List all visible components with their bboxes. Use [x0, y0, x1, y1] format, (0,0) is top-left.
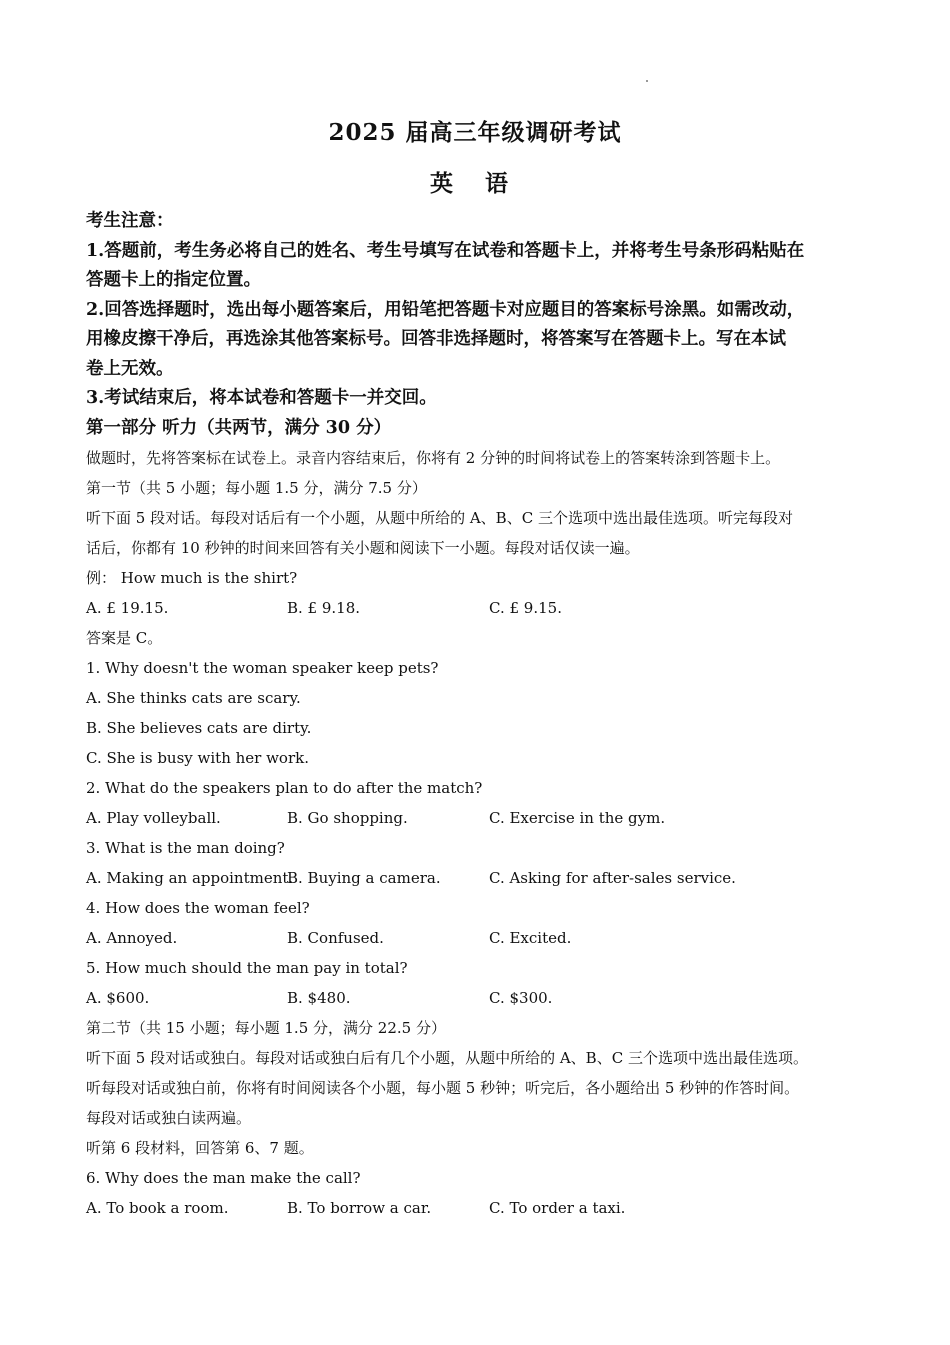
part-1-heading: 第一部分 听力（共两节，满分 30 分） — [86, 417, 392, 438]
example-options — [86, 593, 876, 623]
exam-subject: 英 语 — [429, 170, 520, 197]
question-6-option-c: C. To order a taxi. — [489, 1199, 626, 1217]
notice-item-2-line-2: 用橡皮擦干净后，再选涂其他答案标号。回答非选择题时，将答案写在答题卡上。写在本试 — [86, 329, 786, 349]
section-1-heading: 第一节（共 5 小题；每小题 1.5 分，满分 7.5 分） — [86, 479, 427, 497]
notice-item-3: 3.考试结束后，将本试卷和答题卡一并交回。 — [86, 388, 437, 408]
example-answer: 答案是 C。 — [86, 629, 163, 647]
section-2-instructions-line-1: 听下面 5 段对话或独白。每段对话或独白后有几个小题，从题中所给的 A、B、C 三个选项中选出最佳选项。 — [86, 1049, 808, 1067]
example-option-b: B. £ 9.18. — [287, 599, 361, 617]
question-1-option-c: C. She is busy with her work. — [86, 749, 309, 767]
question-5-option-b: B. $480. — [287, 989, 351, 1007]
section-2-instructions-line-2: 听每段对话或独白前，你将有时间阅读各个小题，每小题 5 秒钟；听完后，各小题给出 5 秒钟的作答时间。 — [86, 1079, 800, 1097]
question-2: 2. What do the speakers plan to do after the match? — [86, 779, 483, 797]
question-1-option-b: B. She believes cats are dirty. — [86, 719, 312, 737]
example-option-c: C. £ 9.15. — [489, 599, 562, 617]
question-5: 5. How much should the man pay in total? — [86, 959, 408, 977]
example-question: 例： How much is the shirt? — [86, 569, 298, 587]
question-4-option-b: B. Confused. — [287, 929, 384, 947]
question-2-option-a: A. Play volleyball. — [86, 809, 221, 827]
notice-heading: 考生注意： — [86, 211, 174, 231]
question-4-option-c: C. Excited. — [489, 929, 572, 947]
part-1-intro: 做题时，先将答案标在试卷上。录音内容结束后，你将有 2 分钟的时间将试卷上的答案转涂到答题卡上。 — [86, 449, 781, 467]
question-4-options — [86, 923, 876, 953]
question-5-option-c: C. $300. — [489, 989, 553, 1007]
question-3: 3. What is the man doing? — [86, 839, 285, 857]
scan-dot — [646, 80, 648, 82]
section-1-instructions-line-2: 话后，你都有 10 秒钟的时间来回答有关小题和阅读下一小题。每段对话仅读一遍。 — [86, 539, 640, 557]
notice-item-2-line-1: 2.回答选择题时，选出每小题答案后，用铅笔把答题卡对应题目的答案标号涂黑。如需改动， — [86, 299, 805, 320]
notice-item-1-line-2: 答题卡上的指定位置。 — [86, 270, 261, 290]
question-2-option-b: B. Go shopping. — [287, 809, 408, 827]
material-6-note: 听第 6 段材料，回答第 6、7 题。 — [86, 1139, 314, 1157]
question-4: 4. How does the woman feel? — [86, 899, 310, 917]
question-5-option-a: A. $600. — [86, 989, 150, 1007]
question-4-option-a: A. Annoyed. — [86, 929, 178, 947]
section-2-instructions-line-3: 每段对话或独白读两遍。 — [86, 1109, 252, 1127]
section-2-heading: 第二节（共 15 小题；每小题 1.5 分，满分 22.5 分） — [86, 1019, 446, 1037]
question-1: 1. Why doesn't the woman speaker keep pets? — [86, 659, 439, 677]
exam-content — [86, 207, 876, 1223]
question-2-options — [86, 803, 876, 833]
question-3-option-c: C. Asking for after-sales service. — [489, 869, 736, 887]
question-2-option-c: C. Exercise in the gym. — [489, 809, 666, 827]
notice-item-2-line-3: 卷上无效。 — [86, 358, 174, 379]
question-6-options — [86, 1193, 876, 1223]
example-option-a: A. £ 19.15. — [86, 599, 169, 617]
exam-title: 2025 届高三年级调研考试 — [328, 119, 622, 146]
question-3-options — [86, 863, 876, 893]
section-1-instructions-line-1: 听下面 5 段对话。每段对话后有一个小题，从题中所给的 A、B、C 三个选项中选出最佳选项。听完每段对 — [86, 509, 793, 527]
question-6-option-a: A. To book a room. — [86, 1199, 229, 1217]
question-5-options — [86, 983, 876, 1013]
question-6-option-b: B. To borrow a car. — [287, 1199, 432, 1217]
question-6: 6. Why does the man make the call? — [86, 1169, 361, 1187]
question-1-option-a: A. She thinks cats are scary. — [86, 689, 301, 707]
question-3-option-a: A. Making an appointment. — [86, 869, 294, 887]
notice-item-1-line-1: 1.答题前，考生务必将自己的姓名、考生号填写在试卷和答题卡上，并将考生号条形码粘贴在 — [86, 240, 805, 261]
question-3-option-b: B. Buying a camera. — [287, 869, 441, 887]
